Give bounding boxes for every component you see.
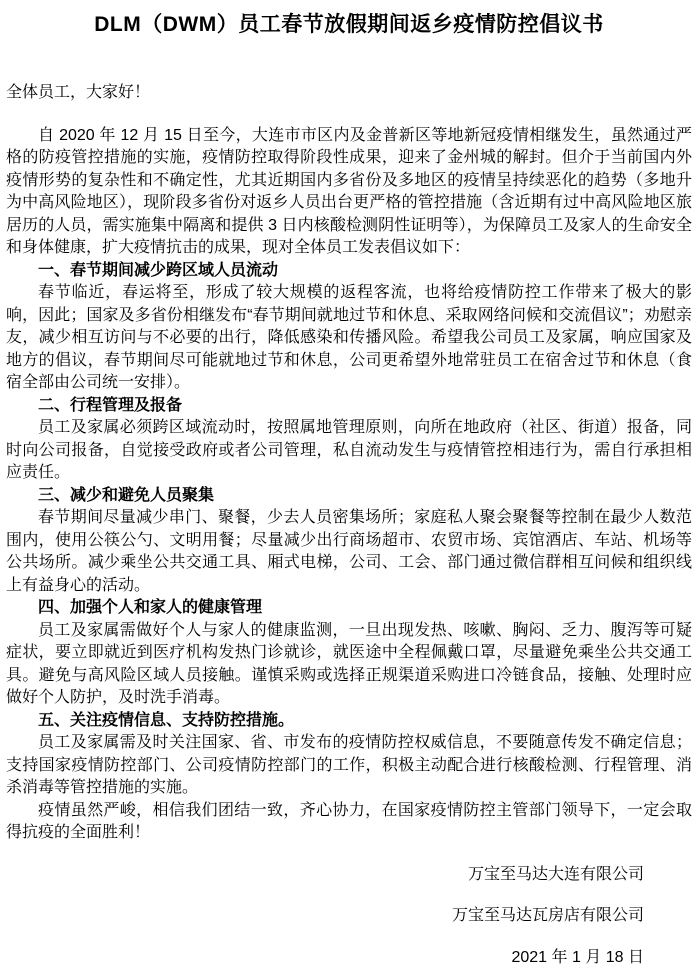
section-1-body: 春节临近，春运将至，形成了较大规模的返程客流，也将给疫情防控工作带来了极大的影响，因此；国家及多省份相继发布“春节期间就地过节和休息、采取网络问候和交流倡议”；劝慰亲友，减少相互访问与不必要的出行，降低感染和传播风险。希望我公司员工及家属，响应国家及地方的倡议，春节期间尽可能就地过节和休息，公司更希望外地常驻员工在宿舍过节和休息（食宿全部由公司统一安排）。 [6, 282, 692, 395]
document-title: DLM（DWM）员工春节放假期间返乡疫情防控倡议书 [6, 10, 692, 40]
document-body [6, 82, 692, 969]
section-2-heading: 二、行程管理及报备 [6, 395, 692, 418]
section-3-heading: 三、减少和避免人员聚集 [6, 485, 692, 508]
section-4-body: 员工及家属需做好个人与家人的健康监测，一旦出现发热、咳嗽、胸闷、乏力、腹泻等可疑症状，要立即就近到医疗机构发热门诊就诊，就医途中全程佩戴口罩，尽量避免乘坐公共交通工具。避免与高风险区域人员接触。谨慎采购或选择正规渠道采购进口冷链食品，接触、处理时应做好个人防护，及时洗手消毒。 [6, 620, 692, 710]
greeting-line: 全体员工，大家好！ [6, 82, 692, 105]
closing-paragraph: 疫情虽然严峻，相信我们团结一致，齐心协力，在国家疫情防控主管部门领导下，一定会取得抗疫的全面胜利！ [6, 800, 692, 845]
section-1-heading: 一、春节期间减少跨区域人员流动 [6, 260, 692, 283]
section-5-body: 员工及家属需及时关注国家、省、市发布的疫情防控权威信息，不要随意传发不确定信息；支持国家疫情防控部门、公司疫情防控部门的工作，积极主动配合进行核酸检测、行程管理、消杀消毒等管控措施的实施。 [6, 732, 692, 800]
intro-paragraph: 自 2020 年 12 月 15 日至今，大连市市区内及金普新区等地新冠疫情相继发生，虽然通过严格的防疫管控措施的实施，疫情防控取得阶段性成果，迎来了金州城的解封。但介于当前国内外疫情形势的复杂性和不确定性，尤其近期国内多省份及多地区的疫情呈持续恶化的趋势（多地升为中高风险地区），现阶段多省份对返乡人员出台更严格的管控措施（含近期有过中高风险地区旅居历的人员，需实施集中隔离和提供 3 日内核酸检测阴性证明等），为保障员工及家人的生命安全和身体健康，扩大疫情抗击的成果，现对全体员工发表倡议如下： [6, 125, 692, 260]
signature-company-1: 万宝至马达大连有限公司 [6, 864, 644, 887]
signature-company-2: 万宝至马达瓦房店有限公司 [6, 905, 644, 928]
section-3-body: 春节期间尽量减少串门、聚餐，少去人员密集场所；家庭私人聚会聚餐等控制在最少人数范围内，使用公筷公勺、文明用餐；尽量减少出行商场超市、农贸市场、宾馆酒店、车站、机场等公共场所。减少乘坐公共交通工具、厢式电梯，公司、工会、部门通过微信群相互问候和组织线上有益身心的活动。 [6, 507, 692, 597]
section-4-heading: 四、加强个人和家人的健康管理 [6, 597, 692, 620]
section-2-body: 员工及家属必须跨区域流动时，按照属地管理原则，向所在地政府（社区、街道）报备，同时向公司报备，自觉接受政府或者公司管理，私自流动发生与疫情管控相违行为，需自行承担相应责任。 [6, 417, 692, 485]
section-5-heading: 五、关注疫情信息、支持防控措施。 [6, 710, 692, 733]
document-date: 2021 年 1 月 18 日 [6, 947, 644, 969]
signature-block [6, 864, 692, 969]
